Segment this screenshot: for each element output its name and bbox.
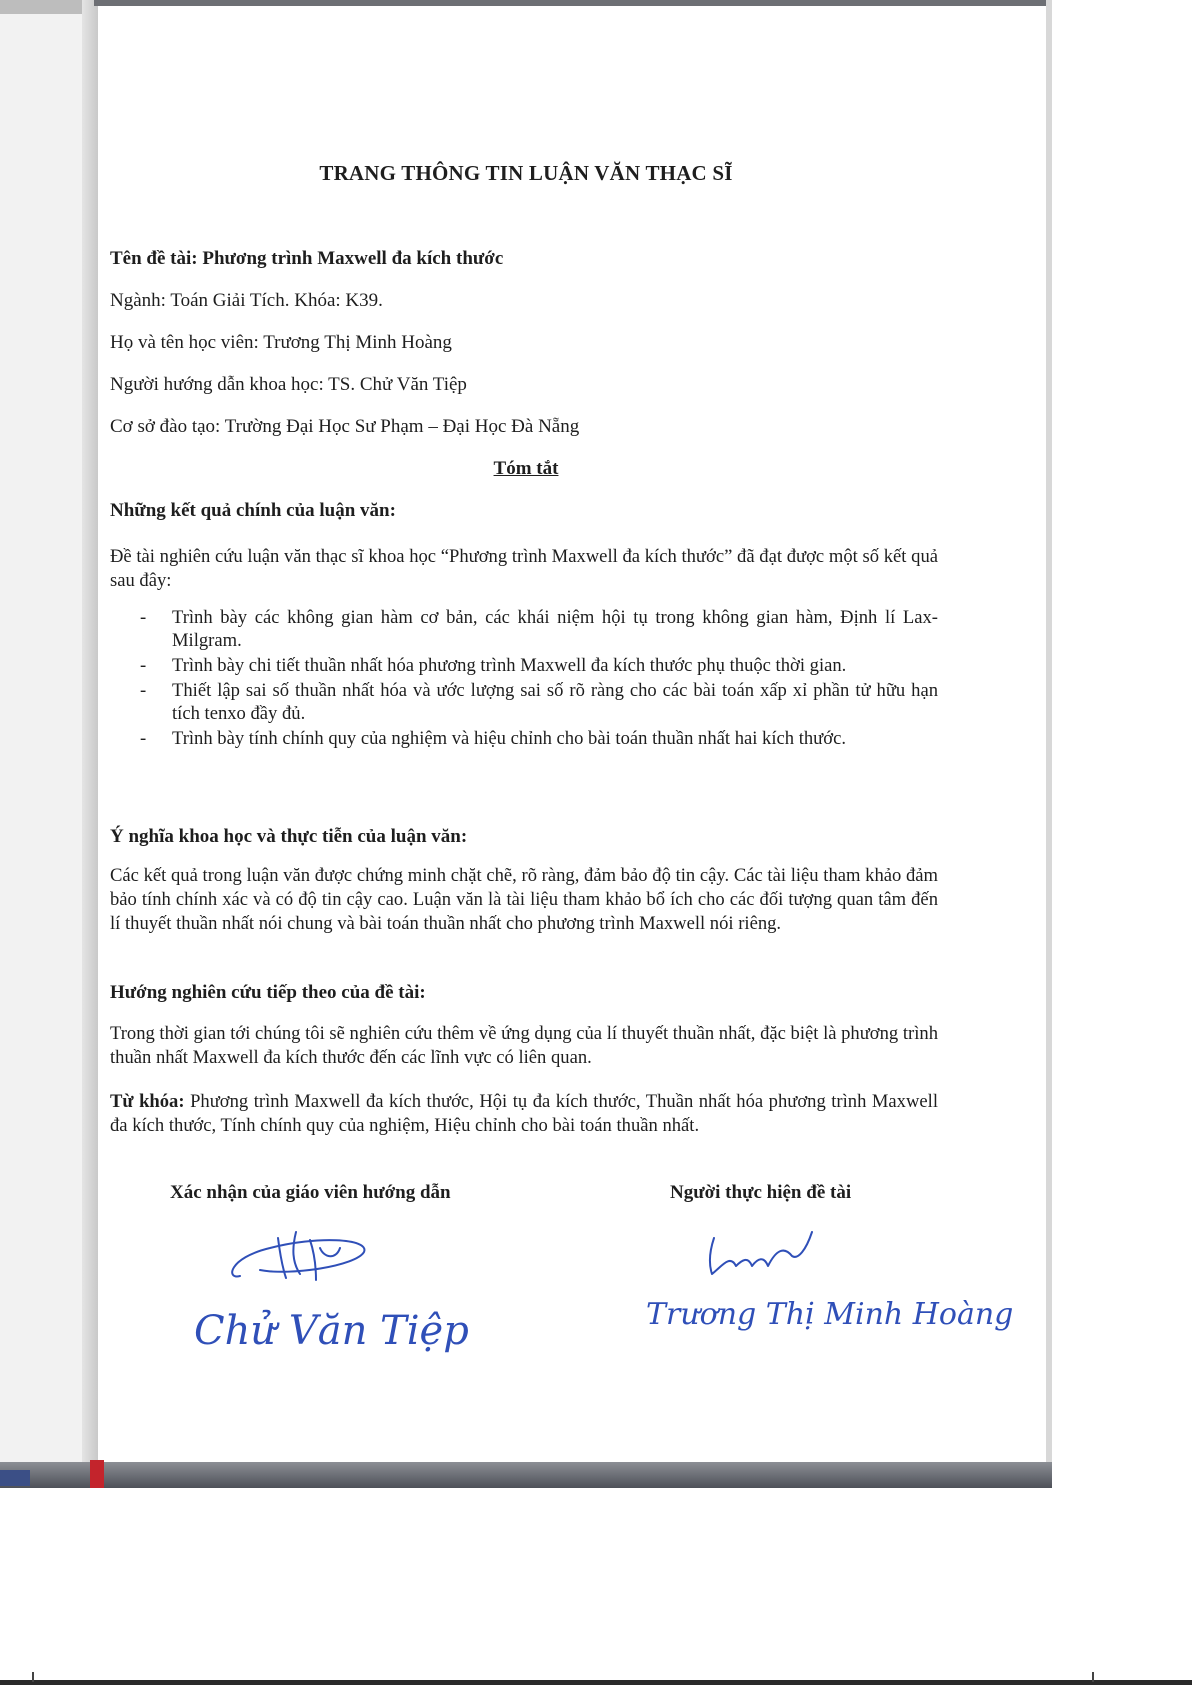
summary-heading: Tóm tắt xyxy=(493,458,559,479)
author-label: Người thực hiện đề tài xyxy=(670,1182,852,1203)
significance-text: Các kết quả trong luận văn được chứng minh chặt chẽ, rõ ràng, đảm bảo độ tin cậy. Các tài liệu tham khảo đảm bảo tính chính xác và có độ tin cậy cao. Luận văn là tài liệu tham khảo bổ ích cho các đối tượng quan tâm đến lí thuyết thuần nhất nói chung và bài toán thuần nhất cho phương trình Maxwell nói riêng. xyxy=(110,865,938,934)
results-heading: Những kết quả chính của luận văn: xyxy=(110,500,396,521)
scan-footer-tick xyxy=(32,1672,34,1682)
handwritten-name-text: Chử Văn Tiệp xyxy=(194,1308,469,1354)
list-item: - Thiết lập sai số thuần nhất hóa và ước lượng sai số rõ ràng cho các bài toán xấp xỉ phần tử hữu hạn tích tenxo đầy đủ. xyxy=(110,679,938,725)
keywords-label: Từ khóa: xyxy=(110,1091,185,1112)
advisor-confirm-label: Xác nhận của giáo viên hướng dẫn xyxy=(170,1182,451,1203)
list-item: - Trình bày tính chính quy của nghiệm và hiệu chỉnh cho bài toán thuần nhất hai kích thước. xyxy=(110,727,938,750)
author-handwritten-name xyxy=(640,1282,1014,1352)
binding-red-tab xyxy=(90,1460,104,1488)
future-heading: Hướng nghiên cứu tiếp theo của đề tài: xyxy=(110,982,426,1003)
keywords-text: Phương trình Maxwell đa kích thước, Hội tụ đa kích thước, Thuần nhất hóa phương trình Maxwell đa kích thước, Tính chính quy của nghiệm, Hiệu chỉnh cho bài toán thuần nhất. xyxy=(110,1091,938,1136)
page-title: TRANG THÔNG TIN LUẬN VĂN THẠC SĨ xyxy=(319,161,733,185)
results-intro: Đề tài nghiên cứu luận văn thạc sĩ khoa học “Phương trình Maxwell đa kích thước” đã đạt được một số kết quả sau đây: xyxy=(110,546,938,591)
future-text: Trong thời gian tới chúng tôi sẽ nghiên cứu thêm về ứng dụng của lí thuyết thuần nhất, đặc biệt là phương trình thuần nhất Maxwell đa kích thước đến các lĩnh vực có liên quan. xyxy=(110,1023,938,1068)
scan-left-top-shadow xyxy=(0,0,94,14)
significance-heading: Ý nghĩa khoa học và thực tiễn của luận văn: xyxy=(110,826,468,847)
handwritten-name-text: Trương Thị Minh Hoàng xyxy=(646,1297,1014,1332)
thesis-major: Ngành: Toán Giải Tích. Khóa: K39. xyxy=(110,290,383,311)
results-list xyxy=(110,606,938,752)
scan-binding-shadow xyxy=(82,0,98,1486)
advisor-signature xyxy=(220,1218,390,1288)
scan-right-edge xyxy=(1046,0,1052,1486)
list-item: - Trình bày các không gian hàm cơ bản, các khái niệm hội tụ trong không gian hàm, Định lí Lax-Milgram. xyxy=(110,606,938,652)
thesis-topic: Tên đề tài: Phương trình Maxwell đa kích thước xyxy=(110,248,504,269)
advisor-name: Người hướng dẫn khoa học: TS. Chử Văn Tiệp xyxy=(110,374,467,395)
scan-left-margin xyxy=(0,0,94,1486)
keywords xyxy=(110,1090,938,1138)
scan-footer-line xyxy=(0,1680,1192,1685)
list-item: - Trình bày chi tiết thuần nhất hóa phương trình Maxwell đa kích thước phụ thuộc thời gian. xyxy=(110,654,938,677)
training-institution: Cơ sở đào tạo: Trường Đại Học Sư Phạm – Đại Học Đà Nẵng xyxy=(110,416,580,437)
advisor-handwritten-name xyxy=(190,1290,469,1380)
scan-footer-tick xyxy=(1092,1672,1094,1682)
student-name: Họ và tên học viên: Trương Thị Minh Hoàng xyxy=(110,332,452,353)
binding-blue-tab xyxy=(0,1470,30,1486)
author-signature xyxy=(700,1220,820,1282)
scan-bottom-edge xyxy=(0,1462,1052,1488)
